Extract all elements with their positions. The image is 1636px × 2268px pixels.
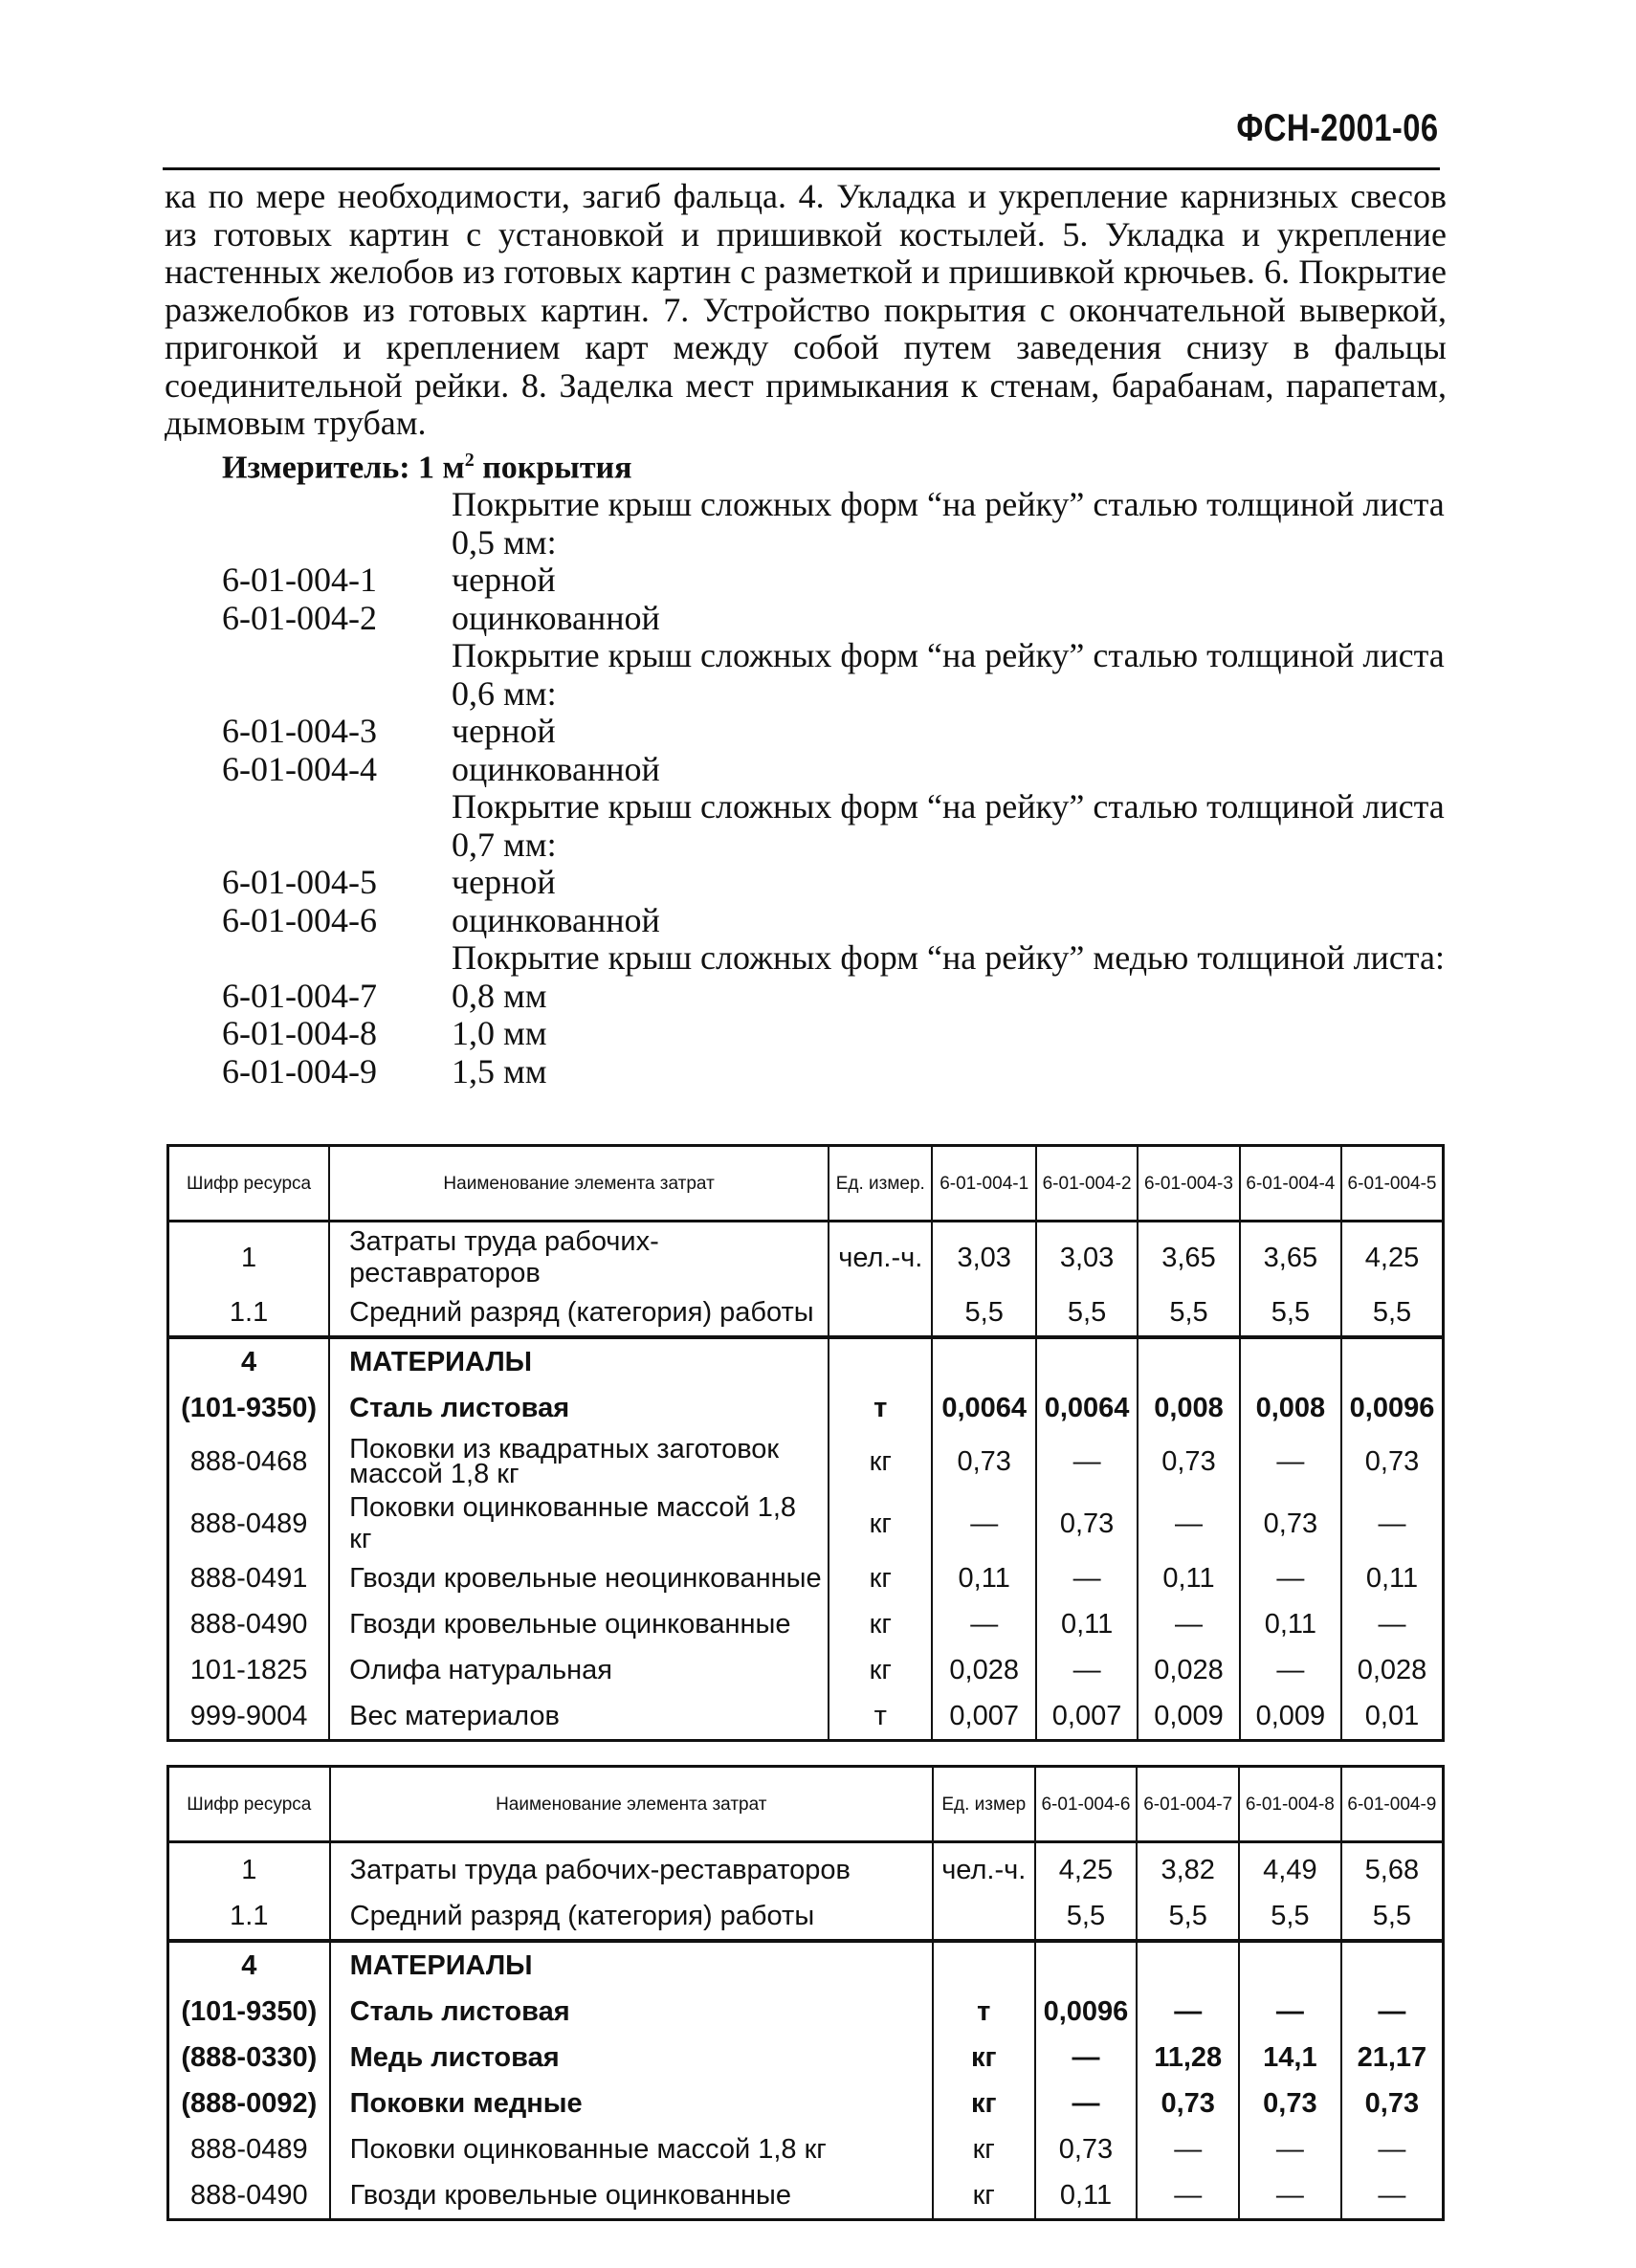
value-cell: 3,03 (1036, 1222, 1138, 1290)
value-cell: 0,007 (1036, 1693, 1138, 1741)
column-header: 6-01-004-2 (1036, 1146, 1138, 1222)
value-cell: 0,028 (1138, 1647, 1239, 1693)
value-cell: — (1341, 1492, 1443, 1555)
value-cell: 0,028 (932, 1647, 1035, 1693)
section-row (168, 1941, 1444, 1989)
resource-code: 888-0490 (168, 1601, 330, 1647)
value-cell: 0,11 (932, 1555, 1035, 1601)
norm-description: 0,8 мм (452, 976, 547, 1015)
value-cell: — (1035, 2035, 1138, 2081)
table-row (168, 1222, 1444, 1290)
value-cell: — (1137, 2172, 1239, 2220)
value-cell: 0,73 (1035, 2126, 1138, 2172)
value-cell: 5,5 (1240, 1289, 1341, 1337)
value-cell: 5,5 (1239, 1893, 1341, 1941)
resource-name: Сталь листовая (329, 1385, 829, 1431)
value-cell: 5,5 (932, 1289, 1035, 1337)
unit-cell: кг (933, 2081, 1035, 2126)
meter-label: Измеритель: 1 м (222, 450, 465, 486)
table-row (168, 2035, 1444, 2081)
column-header: 6-01-004-5 (1341, 1146, 1443, 1222)
table-row (168, 2126, 1444, 2172)
value-cell: — (1138, 1492, 1239, 1555)
unit-cell: кг (829, 1601, 932, 1647)
value-cell: 5,5 (1137, 1893, 1239, 1941)
table-row (168, 1647, 1444, 1693)
value-cell: 4,49 (1239, 1842, 1341, 1894)
resource-table-1 (166, 1144, 1445, 1742)
resource-name: Вес материалов (329, 1693, 829, 1741)
code-row (222, 751, 1451, 789)
resource-code: 1 (168, 1842, 330, 1894)
unit-cell: кг (933, 2126, 1035, 2172)
value-cell (1239, 1941, 1341, 1989)
value-cell: 5,5 (1341, 1289, 1443, 1337)
value-cell: 0,11 (1035, 2172, 1138, 2220)
code-row (222, 978, 1451, 1016)
resource-code: (888-0092) (168, 2081, 330, 2126)
value-cell: 0,0064 (932, 1385, 1035, 1431)
value-cell: 0,73 (1239, 2081, 1341, 2126)
norm-description: Покрытие крыш сложных форм “на рейку” сталью толщиной листа 0,5 мм: (452, 485, 1445, 561)
norm-description: оцинкованной (452, 598, 660, 637)
code-row (222, 637, 1451, 713)
unit-cell: кг (933, 2035, 1035, 2081)
value-cell: 5,5 (1036, 1289, 1138, 1337)
norm-description: черной (452, 561, 556, 599)
code-row (222, 902, 1451, 940)
value-cell: 3,65 (1240, 1222, 1341, 1290)
table-row (168, 1893, 1444, 1941)
table-row (168, 1601, 1444, 1647)
value-cell: 3,82 (1137, 1842, 1239, 1894)
column-header: Наименование элемента затрат (330, 1767, 933, 1842)
unit-cell: чел.-ч. (829, 1222, 932, 1290)
unit-cell: т (933, 1989, 1035, 2035)
value-cell: 5,68 (1341, 1842, 1444, 1894)
value-cell: — (1341, 1601, 1443, 1647)
norm-code: 6-01-004-4 (222, 749, 377, 788)
resource-code: 4 (168, 1337, 330, 1385)
value-cell: 0,11 (1036, 1601, 1138, 1647)
value-cell: — (1239, 2126, 1341, 2172)
norm-description: 1,5 мм (452, 1051, 547, 1090)
value-cell: 0,11 (1341, 1555, 1443, 1601)
resource-code: 1.1 (168, 1289, 330, 1337)
norm-code: 6-01-004-1 (222, 561, 377, 599)
value-cell: 0,008 (1240, 1385, 1341, 1431)
value-cell: — (1036, 1555, 1138, 1601)
column-header: Шифр ресурса (168, 1146, 330, 1222)
norm-code: 6-01-004-8 (222, 1014, 377, 1052)
value-cell: 0,73 (932, 1431, 1035, 1492)
norm-code (222, 788, 452, 864)
table-row (168, 1989, 1444, 2035)
column-header: 6-01-004-6 (1035, 1767, 1138, 1842)
unit-cell: кг (933, 2172, 1035, 2220)
table-row (168, 1492, 1444, 1555)
value-cell: 0,73 (1341, 2081, 1444, 2126)
header-divider (163, 167, 1440, 170)
table-header-row (168, 1767, 1444, 1842)
resource-code: (888-0330) (168, 2035, 330, 2081)
resource-name: Гвозди кровельные оцинкованные (330, 2172, 933, 2220)
norm-code: 6-01-004-7 (222, 976, 377, 1015)
value-cell: 0,007 (932, 1693, 1035, 1741)
value-cell: 0,73 (1137, 2081, 1239, 2126)
value-cell: — (1035, 2081, 1138, 2126)
unit-cell: т (829, 1385, 932, 1431)
unit-cell (829, 1337, 932, 1385)
table-row (168, 2172, 1444, 2220)
code-row (222, 788, 1451, 864)
code-row (222, 561, 1451, 600)
value-cell: 3,03 (932, 1222, 1035, 1290)
value-cell: 21,17 (1341, 2035, 1444, 2081)
resource-name: Медь листовая (330, 2035, 933, 2081)
value-cell (1035, 1941, 1138, 1989)
code-row (222, 1053, 1451, 1091)
value-cell: — (1239, 2172, 1341, 2220)
resource-name: Олифа натуральная (329, 1647, 829, 1693)
resource-code: 4 (168, 1941, 330, 1989)
value-cell: 5,5 (1341, 1893, 1444, 1941)
unit-cell: кг (829, 1492, 932, 1555)
resource-code: 999-9004 (168, 1693, 330, 1741)
resource-code: 888-0468 (168, 1431, 330, 1492)
norm-description: 1,0 мм (452, 1014, 547, 1052)
value-cell: 0,009 (1138, 1693, 1239, 1741)
value-cell: 0,0096 (1035, 1989, 1138, 2035)
value-cell (1240, 1337, 1341, 1385)
unit-cell (933, 1941, 1035, 1989)
resource-name: Поковки медные (330, 2081, 933, 2126)
section-title: МАТЕРИАЛЫ (330, 1941, 933, 1989)
value-cell: — (1036, 1647, 1138, 1693)
value-cell: 0,73 (1341, 1431, 1443, 1492)
norm-description: Покрытие крыш сложных форм “на рейку” медью толщиной листа: (452, 938, 1445, 977)
value-cell: 5,5 (1138, 1289, 1239, 1337)
norm-description: черной (452, 863, 556, 901)
resource-name: Затраты труда рабочих-реставраторов (329, 1222, 829, 1290)
table-row (168, 1431, 1444, 1492)
norm-description: Покрытие крыш сложных форм “на рейку” сталью толщиной листа 0,7 мм: (452, 787, 1445, 864)
value-cell: 0,73 (1240, 1492, 1341, 1555)
column-header: Ед. измер (933, 1767, 1035, 1842)
value-cell: 0,028 (1341, 1647, 1443, 1693)
value-cell: 0,009 (1240, 1693, 1341, 1741)
table-row (168, 1385, 1444, 1431)
resource-code: 1 (168, 1222, 330, 1290)
table-row (168, 1842, 1444, 1894)
value-cell (1036, 1337, 1138, 1385)
norm-code: 6-01-004-3 (222, 712, 377, 750)
value-cell: 0,11 (1138, 1555, 1239, 1601)
resource-code: 888-0489 (168, 2126, 330, 2172)
value-cell: 0,73 (1036, 1492, 1138, 1555)
resource-name: Поковки оцинкованные массой 1,8 кг (329, 1492, 829, 1555)
column-header: 6-01-004-4 (1240, 1146, 1341, 1222)
value-cell: — (1036, 1431, 1138, 1492)
norm-code: 6-01-004-6 (222, 900, 377, 939)
norm-code (222, 637, 452, 713)
code-row (222, 864, 1451, 902)
resource-table-2 (166, 1765, 1445, 2221)
resource-name: Поковки из квадратных заготовок массой 1,8 кг (329, 1431, 829, 1492)
norm-description: Покрытие крыш сложных форм “на рейку” сталью толщиной листа 0,6 мм: (452, 636, 1445, 713)
unit-cell (933, 1893, 1035, 1941)
value-cell: 0,008 (1138, 1385, 1239, 1431)
resource-code: 101-1825 (168, 1647, 330, 1693)
unit-cell: т (829, 1693, 932, 1741)
unit-cell: чел.-ч. (933, 1842, 1035, 1894)
value-cell (1341, 1337, 1443, 1385)
column-header: 6-01-004-7 (1137, 1767, 1239, 1842)
norm-code: 6-01-004-9 (222, 1051, 377, 1090)
resource-name: Гвозди кровельные неоцинкованные (329, 1555, 829, 1601)
code-row (222, 713, 1451, 751)
value-cell: 0,01 (1341, 1693, 1443, 1741)
value-cell: — (1138, 1601, 1239, 1647)
unit-cell: кг (829, 1647, 932, 1693)
resource-name: Гвозди кровельные оцинкованные (329, 1601, 829, 1647)
unit-cell (829, 1289, 932, 1337)
value-cell: — (1240, 1555, 1341, 1601)
code-row (222, 939, 1451, 978)
column-header: Ед. измер. (829, 1146, 932, 1222)
table-row (168, 1555, 1444, 1601)
value-cell: 14,1 (1239, 2035, 1341, 2081)
norm-code (222, 486, 452, 561)
resource-code: 888-0489 (168, 1492, 330, 1555)
section-row (168, 1337, 1444, 1385)
value-cell: 5,5 (1035, 1893, 1138, 1941)
resource-code: 888-0490 (168, 2172, 330, 2220)
norm-code (222, 939, 452, 978)
value-cell: 4,25 (1341, 1222, 1443, 1290)
unit-of-measure (222, 450, 632, 486)
intro-paragraph: ка по мере необходимости, загиб фальца. 4. Укладка и укрепление карнизных свесов из готовых картин с установкой и пришивкой костылей. 5. Укладка и укрепление настенных желобов из готовых картин с разметкой и пришивкой крючьев. 6. Покрытие разжелобков из готовых картин. 7. Устройство покрытия с окончательной выверкой, пригонкой и креплением карт между собой путем заведения снизу в фальцы соединительной рейки. 8. Заделка мест примыкания к стенам, барабанам, парапетам, дымовым трубам. (165, 177, 1447, 442)
table-header-row (168, 1146, 1444, 1222)
column-header: 6-01-004-9 (1341, 1767, 1444, 1842)
code-row (222, 1015, 1451, 1053)
unit-cell: кг (829, 1555, 932, 1601)
resource-name: Средний разряд (категория) работы (330, 1893, 933, 1941)
value-cell (1341, 1941, 1444, 1989)
column-header: 6-01-004-1 (932, 1146, 1035, 1222)
value-cell (1137, 1941, 1239, 1989)
resource-name: Затраты труда рабочих-реставраторов (330, 1842, 933, 1894)
table-row (168, 1693, 1444, 1741)
norm-description: черной (452, 712, 556, 750)
code-row (222, 600, 1451, 638)
column-header: Шифр ресурса (168, 1767, 330, 1842)
column-header: 6-01-004-3 (1138, 1146, 1239, 1222)
meter-tail: покрытия (474, 450, 632, 486)
resource-code: 1.1 (168, 1893, 330, 1941)
code-row (222, 486, 1451, 561)
resource-code: (101-9350) (168, 1989, 330, 2035)
value-cell: — (1240, 1647, 1341, 1693)
norm-codes-list (222, 486, 1451, 1090)
norm-description: оцинкованной (452, 749, 660, 788)
resource-name: Средний разряд (категория) работы (329, 1289, 829, 1337)
value-cell: — (1137, 2126, 1239, 2172)
column-header: Наименование элемента затрат (329, 1146, 829, 1222)
value-cell: 0,0096 (1341, 1385, 1443, 1431)
value-cell: 0,73 (1138, 1431, 1239, 1492)
value-cell: — (1137, 1989, 1239, 2035)
table-row (168, 2081, 1444, 2126)
value-cell: 0,11 (1240, 1601, 1341, 1647)
work-description (165, 178, 1447, 443)
value-cell: — (1341, 1989, 1444, 2035)
value-cell: 3,65 (1138, 1222, 1239, 1290)
value-cell (1138, 1337, 1239, 1385)
value-cell: — (1341, 2172, 1444, 2220)
norm-code: 6-01-004-5 (222, 863, 377, 901)
value-cell: 0,0064 (1036, 1385, 1138, 1431)
meter-sup: 2 (464, 450, 475, 471)
value-cell (932, 1337, 1035, 1385)
table-row (168, 1289, 1444, 1337)
value-cell: — (932, 1601, 1035, 1647)
value-cell: — (1341, 2126, 1444, 2172)
resource-code: 888-0491 (168, 1555, 330, 1601)
unit-cell: кг (829, 1431, 932, 1492)
resource-name: Поковки оцинкованные массой 1,8 кг (330, 2126, 933, 2172)
norm-code: 6-01-004-2 (222, 598, 377, 637)
resource-name: Сталь листовая (330, 1989, 933, 2035)
value-cell: 4,25 (1035, 1842, 1138, 1894)
document-code: ФСН-2001-06 (1236, 107, 1439, 149)
value-cell: — (1239, 1989, 1341, 2035)
value-cell: 11,28 (1137, 2035, 1239, 2081)
norm-description: оцинкованной (452, 900, 660, 939)
resource-code: (101-9350) (168, 1385, 330, 1431)
value-cell: — (932, 1492, 1035, 1555)
column-header: 6-01-004-8 (1239, 1767, 1341, 1842)
section-title: МАТЕРИАЛЫ (329, 1337, 829, 1385)
value-cell: — (1240, 1431, 1341, 1492)
